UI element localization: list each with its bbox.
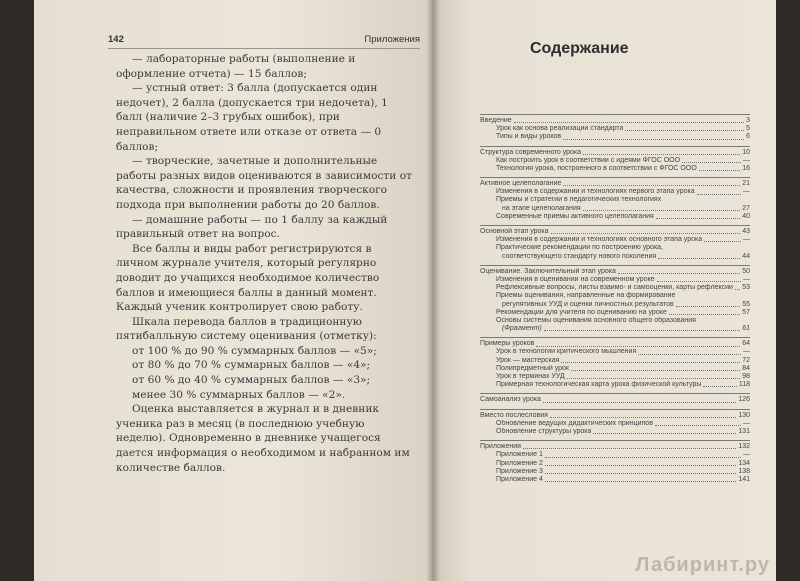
toc-entry bbox=[480, 236, 750, 244]
toc-entry-title: Введение bbox=[480, 116, 512, 124]
toc-leader-dots bbox=[699, 170, 740, 171]
toc-entry bbox=[480, 373, 750, 381]
toc-leader-dots bbox=[676, 306, 740, 307]
toc-leader-dots bbox=[618, 273, 740, 274]
toc-entry-title: Приемы и стратегии в педагогических технологиях bbox=[496, 196, 662, 204]
toc-entry bbox=[480, 244, 750, 252]
toc-entry-title: соответствующего стандарту нового поколения bbox=[502, 252, 657, 260]
toc-entry-title: Современные приемы активного целеполагания bbox=[496, 212, 654, 220]
toc-leader-dots bbox=[669, 314, 740, 315]
toc-entry-title: Обновление структуры урока bbox=[496, 427, 592, 435]
toc-section bbox=[480, 225, 750, 236]
toc-entry bbox=[480, 309, 750, 317]
toc-leader-dots bbox=[571, 370, 740, 371]
toc-entry-title: (Фрагмент) bbox=[502, 325, 542, 333]
toc-page-number: — bbox=[743, 348, 750, 356]
toc-entry-title: Приложение 3 bbox=[496, 467, 543, 475]
toc-entry bbox=[480, 381, 750, 389]
toc-leader-dots bbox=[551, 233, 741, 234]
toc-entry bbox=[480, 317, 750, 325]
toc-entry-title: регулятивных УУД и оценки личностных результатов bbox=[502, 300, 674, 308]
toc-page-number: 27 bbox=[742, 204, 750, 212]
toc-leader-dots bbox=[545, 473, 736, 474]
toc-entry bbox=[480, 357, 750, 365]
paragraph: от 60 % до 40 % суммарных баллов — «3»; bbox=[132, 374, 371, 387]
toc-entry-title: Приложение 1 bbox=[496, 451, 543, 459]
toc-entry-title: Изменения в оценивании на современном уроке bbox=[496, 275, 655, 283]
toc-page-number: 141 bbox=[738, 475, 750, 483]
body-text bbox=[116, 52, 416, 475]
toc-page-number: 130 bbox=[738, 411, 750, 419]
toc-entry bbox=[480, 276, 750, 284]
toc-entry bbox=[480, 365, 750, 373]
toc-leader-dots bbox=[704, 241, 741, 242]
toc-leader-dots bbox=[523, 448, 736, 449]
paragraph: Оценка выставляется в журнал и в дневник ученика раз в месяц (в последнюю учебную неделю). Одновременно в дневнике учащегося дается информация о необходимом и набранном им количестве баллов. bbox=[116, 403, 410, 474]
toc-page-number: — bbox=[743, 419, 750, 427]
toc-leader-dots bbox=[544, 330, 740, 331]
toc-page-number: — bbox=[743, 451, 750, 459]
toc-page-number: 61 bbox=[742, 325, 750, 333]
toc-entry-title: Структура современного урока bbox=[480, 148, 582, 156]
toc-page-number: 6 bbox=[746, 133, 750, 141]
toc-entry-title: Урок в терминах УУД bbox=[496, 373, 565, 381]
paragraph: менее 30 % суммарных баллов — «2». bbox=[132, 388, 346, 401]
toc-leader-dots bbox=[735, 289, 740, 290]
toc-section bbox=[480, 393, 750, 404]
toc-entry-title: Типы и виды уроков bbox=[496, 133, 562, 141]
toc-entry-title: Активное целеполагание bbox=[480, 180, 562, 188]
toc-page-number: 55 bbox=[742, 300, 750, 308]
toc-section bbox=[480, 440, 750, 451]
toc-page-number: — bbox=[743, 156, 750, 164]
toc-entry-title: Примерная технологическая карта урока физической культуры bbox=[496, 381, 702, 389]
toc-entry-title: Изменения в содержании и технологиях основного этапа урока bbox=[496, 236, 703, 244]
toc-page-number: 3 bbox=[746, 116, 750, 124]
toc-leader-dots bbox=[545, 457, 741, 458]
paragraph: Шкала перевода баллов в традиционную пятибалльную систему оценивания (отметку): bbox=[116, 315, 377, 343]
left-page bbox=[34, 0, 432, 581]
toc-entry bbox=[480, 325, 750, 333]
toc-entry bbox=[480, 284, 750, 292]
book-gutter bbox=[426, 0, 440, 581]
toc-entry-title: Приемы оценивания, направленные на формирование bbox=[496, 292, 676, 300]
toc-leader-dots bbox=[703, 386, 736, 387]
toc-entry bbox=[480, 428, 750, 436]
paragraph: — лабораторные работы (выполнение и оформление отчета) — 15 баллов; bbox=[116, 53, 356, 80]
page-number: 142 bbox=[108, 34, 124, 45]
toc-leader-dots bbox=[583, 154, 740, 155]
toc-entry-title: Практические рекомендации по построению урока, bbox=[496, 244, 663, 252]
toc-entry bbox=[480, 188, 750, 196]
toc-title: Содержание bbox=[530, 40, 629, 57]
toc-leader-dots bbox=[625, 130, 744, 131]
toc-entry bbox=[480, 476, 750, 484]
toc-entry bbox=[480, 205, 750, 213]
paragraph: — домашние работы — по 1 баллу за каждый правильный ответ на вопрос. bbox=[116, 213, 388, 241]
toc-leader-dots bbox=[545, 481, 736, 482]
toc-entry bbox=[480, 157, 750, 165]
toc-leader-dots bbox=[658, 258, 740, 259]
book-spread bbox=[34, 0, 776, 581]
toc-entry bbox=[480, 197, 750, 205]
toc-entry-title: Приложения bbox=[480, 443, 521, 451]
toc-page-number: 64 bbox=[742, 340, 750, 348]
toc-leader-dots bbox=[697, 194, 741, 195]
toc-leader-dots bbox=[563, 139, 744, 140]
toc-leader-dots bbox=[682, 162, 741, 163]
toc-entry-title: Вместо послесловия bbox=[480, 411, 548, 419]
toc-entry bbox=[480, 468, 750, 476]
toc-page-number: 84 bbox=[742, 364, 750, 372]
toc-entry-title: на этапе целеполагания bbox=[502, 204, 581, 212]
toc-page-number: 98 bbox=[742, 373, 750, 381]
toc-page-number: 57 bbox=[742, 308, 750, 316]
toc-entry-title: Приложение 4 bbox=[496, 475, 543, 483]
toc-section bbox=[480, 114, 750, 125]
toc-section bbox=[480, 146, 750, 157]
toc-leader-dots bbox=[583, 210, 740, 211]
running-header bbox=[108, 34, 420, 49]
toc-leader-dots bbox=[561, 362, 740, 363]
paragraph: от 100 % до 90 % суммарных баллов — «5»; bbox=[132, 344, 377, 357]
toc-leader-dots bbox=[593, 433, 736, 434]
toc-leader-dots bbox=[655, 425, 741, 426]
toc-entry-title: Урок в технологии критического мышления bbox=[496, 348, 637, 356]
toc-leader-dots bbox=[543, 402, 736, 403]
toc-page-number: 5 bbox=[746, 125, 750, 133]
toc-entry bbox=[480, 301, 750, 309]
toc-leader-dots bbox=[656, 218, 740, 219]
toc-page-number: — bbox=[743, 236, 750, 244]
toc-entry-title: Оценивание. Заключительный этап урока bbox=[480, 267, 616, 275]
right-page bbox=[432, 0, 776, 581]
toc-entry bbox=[480, 253, 750, 261]
toc-section bbox=[480, 265, 750, 276]
toc-page-number: 43 bbox=[742, 228, 750, 236]
toc-page-number: 131 bbox=[738, 427, 750, 435]
toc-entry-title: Изменения в содержании и технологиях первого этапа урока bbox=[496, 188, 695, 196]
section-title: Приложения bbox=[364, 34, 420, 45]
toc-leader-dots bbox=[536, 346, 740, 347]
watermark-logo: Лабиринт.ру bbox=[635, 554, 770, 576]
toc-page-number: 134 bbox=[738, 459, 750, 467]
toc-section bbox=[480, 337, 750, 348]
table-of-contents bbox=[480, 110, 750, 484]
toc-entry bbox=[480, 165, 750, 173]
toc-entry bbox=[480, 213, 750, 221]
toc-page-number: 21 bbox=[742, 180, 750, 188]
toc-leader-dots bbox=[567, 378, 740, 379]
toc-page-number: 132 bbox=[738, 443, 750, 451]
toc-entry-title: Приложение 2 bbox=[496, 459, 543, 467]
toc-entry bbox=[480, 125, 750, 133]
toc-entry-title: Рефлексивные вопросы, листы взаимо- и самооценки, карты рефлексии bbox=[496, 284, 733, 292]
toc-entry bbox=[480, 133, 750, 141]
toc-leader-dots bbox=[550, 417, 736, 418]
toc-leader-dots bbox=[545, 465, 736, 466]
toc-section bbox=[480, 177, 750, 188]
toc-entry-title: Как построить урок в соответствии с идеями ФГОС ООО bbox=[496, 156, 681, 164]
toc-page-number: 10 bbox=[742, 148, 750, 156]
toc-page-number: 44 bbox=[742, 252, 750, 260]
toc-entry-title: Обновление ведущих дидактических принципов bbox=[496, 419, 653, 427]
paragraph: Все баллы и виды работ регистрируются в личном журнале учителя, который регулярно доводит до учащихся необходимое количество баллов и имеющиеся баллы в данный момент. Каждый ученик контролирует свою работу. bbox=[116, 242, 380, 314]
toc-leader-dots bbox=[657, 281, 741, 282]
toc-entry-title: Основы системы оценивания основного общего образования bbox=[496, 316, 696, 324]
toc-page-number: — bbox=[743, 275, 750, 283]
toc-entry-title: Урок как основа реализации стандарта bbox=[496, 125, 624, 133]
toc-entry bbox=[480, 451, 750, 459]
toc-entry-title: Рекомендации для учителя по оцениванию на уроке bbox=[496, 308, 667, 316]
paragraph: от 80 % до 70 % суммарных баллов — «4»; bbox=[132, 359, 371, 372]
toc-entry bbox=[480, 349, 750, 357]
toc-entry-title: Примеры уроков bbox=[480, 340, 535, 348]
paragraph: — творческие, зачетные и дополнительные работы разных видов оцениваются в зависимости от качества, сложности и проявления творческого подхода при выполнении работы до 20 баллов. bbox=[116, 155, 412, 211]
paragraph: — устный ответ: 3 балла (допускается один недочет), 2 балла (допускается три недочета), 1 балл (наличие 2–3 грубых ошибок), при неправильном ответе или отказе от ответа — 0 баллов; bbox=[116, 82, 388, 153]
toc-page-number: 72 bbox=[742, 356, 750, 364]
toc-page-number: — bbox=[743, 188, 750, 196]
toc-page-number: 126 bbox=[738, 396, 750, 404]
toc-leader-dots bbox=[638, 354, 741, 355]
toc-page-number: 50 bbox=[742, 267, 750, 275]
toc-section bbox=[480, 409, 750, 420]
toc-page-number: 53 bbox=[742, 284, 750, 292]
toc-entry-title: Технология урока, построенного в соответствии с ФГОС ООО bbox=[496, 164, 697, 172]
toc-page-number: 40 bbox=[742, 212, 750, 220]
toc-entry-title: Полипредметный урок bbox=[496, 364, 569, 372]
toc-entry bbox=[480, 460, 750, 468]
toc-entry-title: Самоанализ урока bbox=[480, 396, 541, 404]
toc-entry-title: Урок — мастерская bbox=[496, 356, 560, 364]
toc-entry bbox=[480, 420, 750, 428]
toc-page-number: 138 bbox=[738, 467, 750, 475]
toc-page-number: 16 bbox=[742, 164, 750, 172]
toc-leader-dots bbox=[514, 122, 744, 123]
toc-entry bbox=[480, 292, 750, 300]
toc-leader-dots bbox=[563, 185, 740, 186]
toc-entry-title: Основной этап урока bbox=[480, 228, 549, 236]
toc-page-number: 118 bbox=[738, 381, 750, 389]
